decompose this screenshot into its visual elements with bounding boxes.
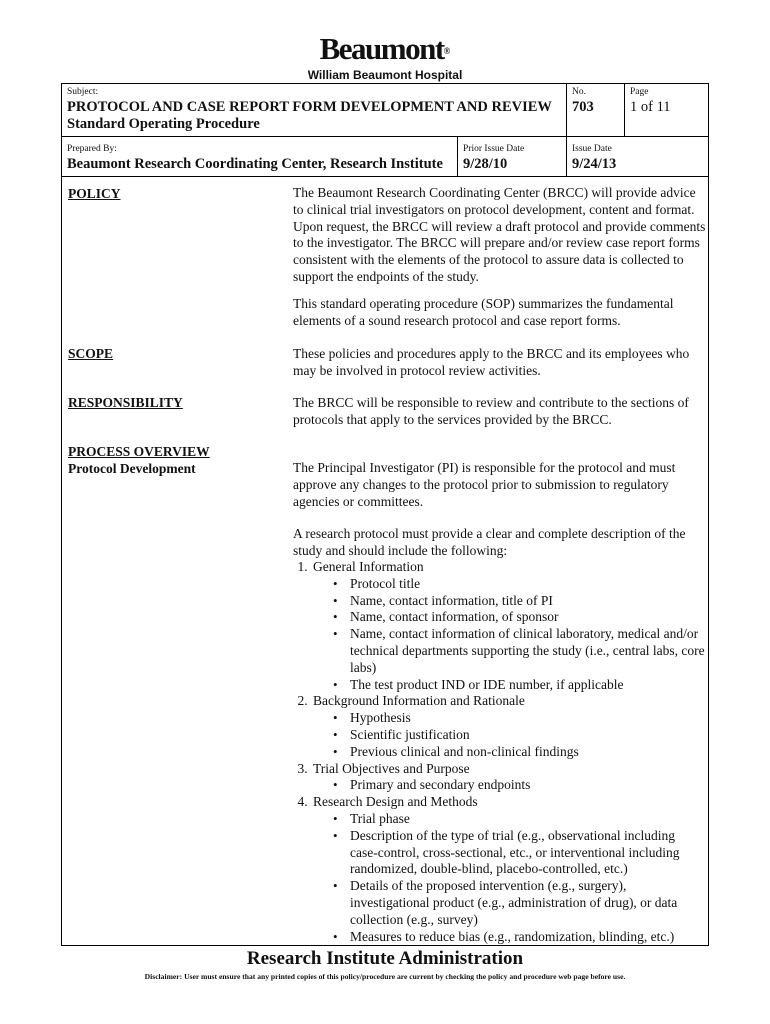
list-item: • Protocol title [348,576,706,593]
bullet-list [313,710,706,760]
list-item: • Hypothesis [348,710,706,727]
footer-title: Research Institute Administration [246,948,524,969]
outline-list [293,559,706,945]
frame-left-border [61,177,62,945]
subject-title: PROTOCOL AND CASE REPORT FORM DEVELOPMENT AND REVIEW [67,99,552,115]
list-item: • Name, contact information of clinical laboratory, medical and/or technical departments supporting the study (i.e., central labs, core labs) [348,626,706,676]
policy-paragraph-1: The Beaumont Research Coordinating Center (BRCC) will provide advice to clinical trial investigators on protocol development, content and format. Upon request, the BRCC will review a draft protocol and provide comments to the investigator. The BRCC will prepare and/or review case report forms consistent with the elements of the protocol to assure data is collected to support the endpoints of the study. [293,185,706,284]
protocol-development-subheading: Protocol Development [68,461,196,476]
protocol-outline [293,559,706,945]
scope-heading: SCOPE [68,346,114,361]
number-label: No. [572,87,586,97]
frame-right-border [708,177,709,945]
header-row-prepared [61,137,709,177]
divider [566,137,567,176]
issue-date-value: 9/24/13 [572,156,617,172]
subject-subtitle: Standard Operating Procedure [67,116,260,132]
list-item [311,693,706,760]
prepared-by-value: Beaumont Research Coordinating Center, Research Institute [67,156,443,172]
outline-item-label: Trial Objectives and Purpose [313,760,470,776]
divider [624,84,625,136]
list-item: • The test product IND or IDE number, if applicable [348,677,706,694]
divider [457,137,458,176]
process-overview-heading: PROCESS OVERVIEW [68,444,210,459]
policy-paragraph-2: This standard operating procedure (SOP) summarizes the fundamental elements of a sound research protocol and case report forms. [293,296,674,328]
issue-date-label: Issue Date [572,144,612,154]
list-item: • Name, contact information, of sponsor [348,609,706,626]
page-label: Page [630,87,649,97]
registered-mark: ® [443,46,451,56]
policy-heading: POLICY [68,186,121,201]
list-item: • Scientific justification [348,727,706,744]
list-item [311,794,706,945]
number-value: 703 [572,99,594,115]
list-item: • Description of the type of trial (e.g., observational including case-control, cross-sectional, etc., or interventional including randomized, double-blind, placebo-controlled, etc.) [348,828,706,878]
prior-issue-date-value: 9/28/10 [463,156,508,172]
outline-item-label: Background Information and Rationale [313,693,525,709]
list-item [311,559,706,693]
list-item: • Primary and secondary endpoints [348,777,706,794]
list-item: • Previous clinical and non-clinical findings [348,744,706,761]
page-value: 1 of 11 [630,99,671,115]
subject-label: Subject: [67,87,99,97]
list-item: • Trial phase [348,811,706,828]
list-item [311,761,706,795]
beaumont-logo [0,32,770,66]
process-paragraph-1: The Principal Investigator (PI) is responsible for the protocol and must approve any changes to the protocol prior to submission to regulatory agencies or committees. [293,460,676,509]
logo-name: Beaumont [319,31,444,66]
divider [566,84,567,136]
outline-item-label: Research Design and Methods [313,794,478,810]
bullet-list [313,576,706,694]
responsibility-paragraph: The BRCC will be responsible to review and contribute to the sections of protocols that apply to the services provided by the BRCC. [293,395,689,427]
list-item: • Measures to reduce bias (e.g., randomization, blinding, etc.) [348,929,706,946]
logo-subtitle: William Beaumont Hospital [307,68,463,82]
bullet-list [313,811,706,945]
list-item: • Details of the proposed intervention (e.g., surgery), investigational product (e.g., administration of drug), or data collection (e.g., survey) [348,878,706,928]
disclaimer-text: Disclaimer: User must ensure that any printed copies of this policy/procedure are current by checking the policy and procedure web page before use. [144,972,626,981]
header-row-subject [61,83,709,137]
scope-paragraph: These policies and procedures apply to the BRCC and its employees who may be involved in protocol review activities. [293,346,690,378]
process-paragraph-2: A research protocol must provide a clear and complete description of the study and should include the following: [293,526,686,558]
outline-item-label: General Information [313,559,424,574]
prior-issue-date-label: Prior Issue Date [463,144,525,154]
bullet-list [313,777,706,794]
prepared-by-label: Prepared By: [67,144,117,154]
responsibility-heading: RESPONSIBILITY [68,395,183,410]
list-item: • Name, contact information, title of PI [348,593,706,610]
